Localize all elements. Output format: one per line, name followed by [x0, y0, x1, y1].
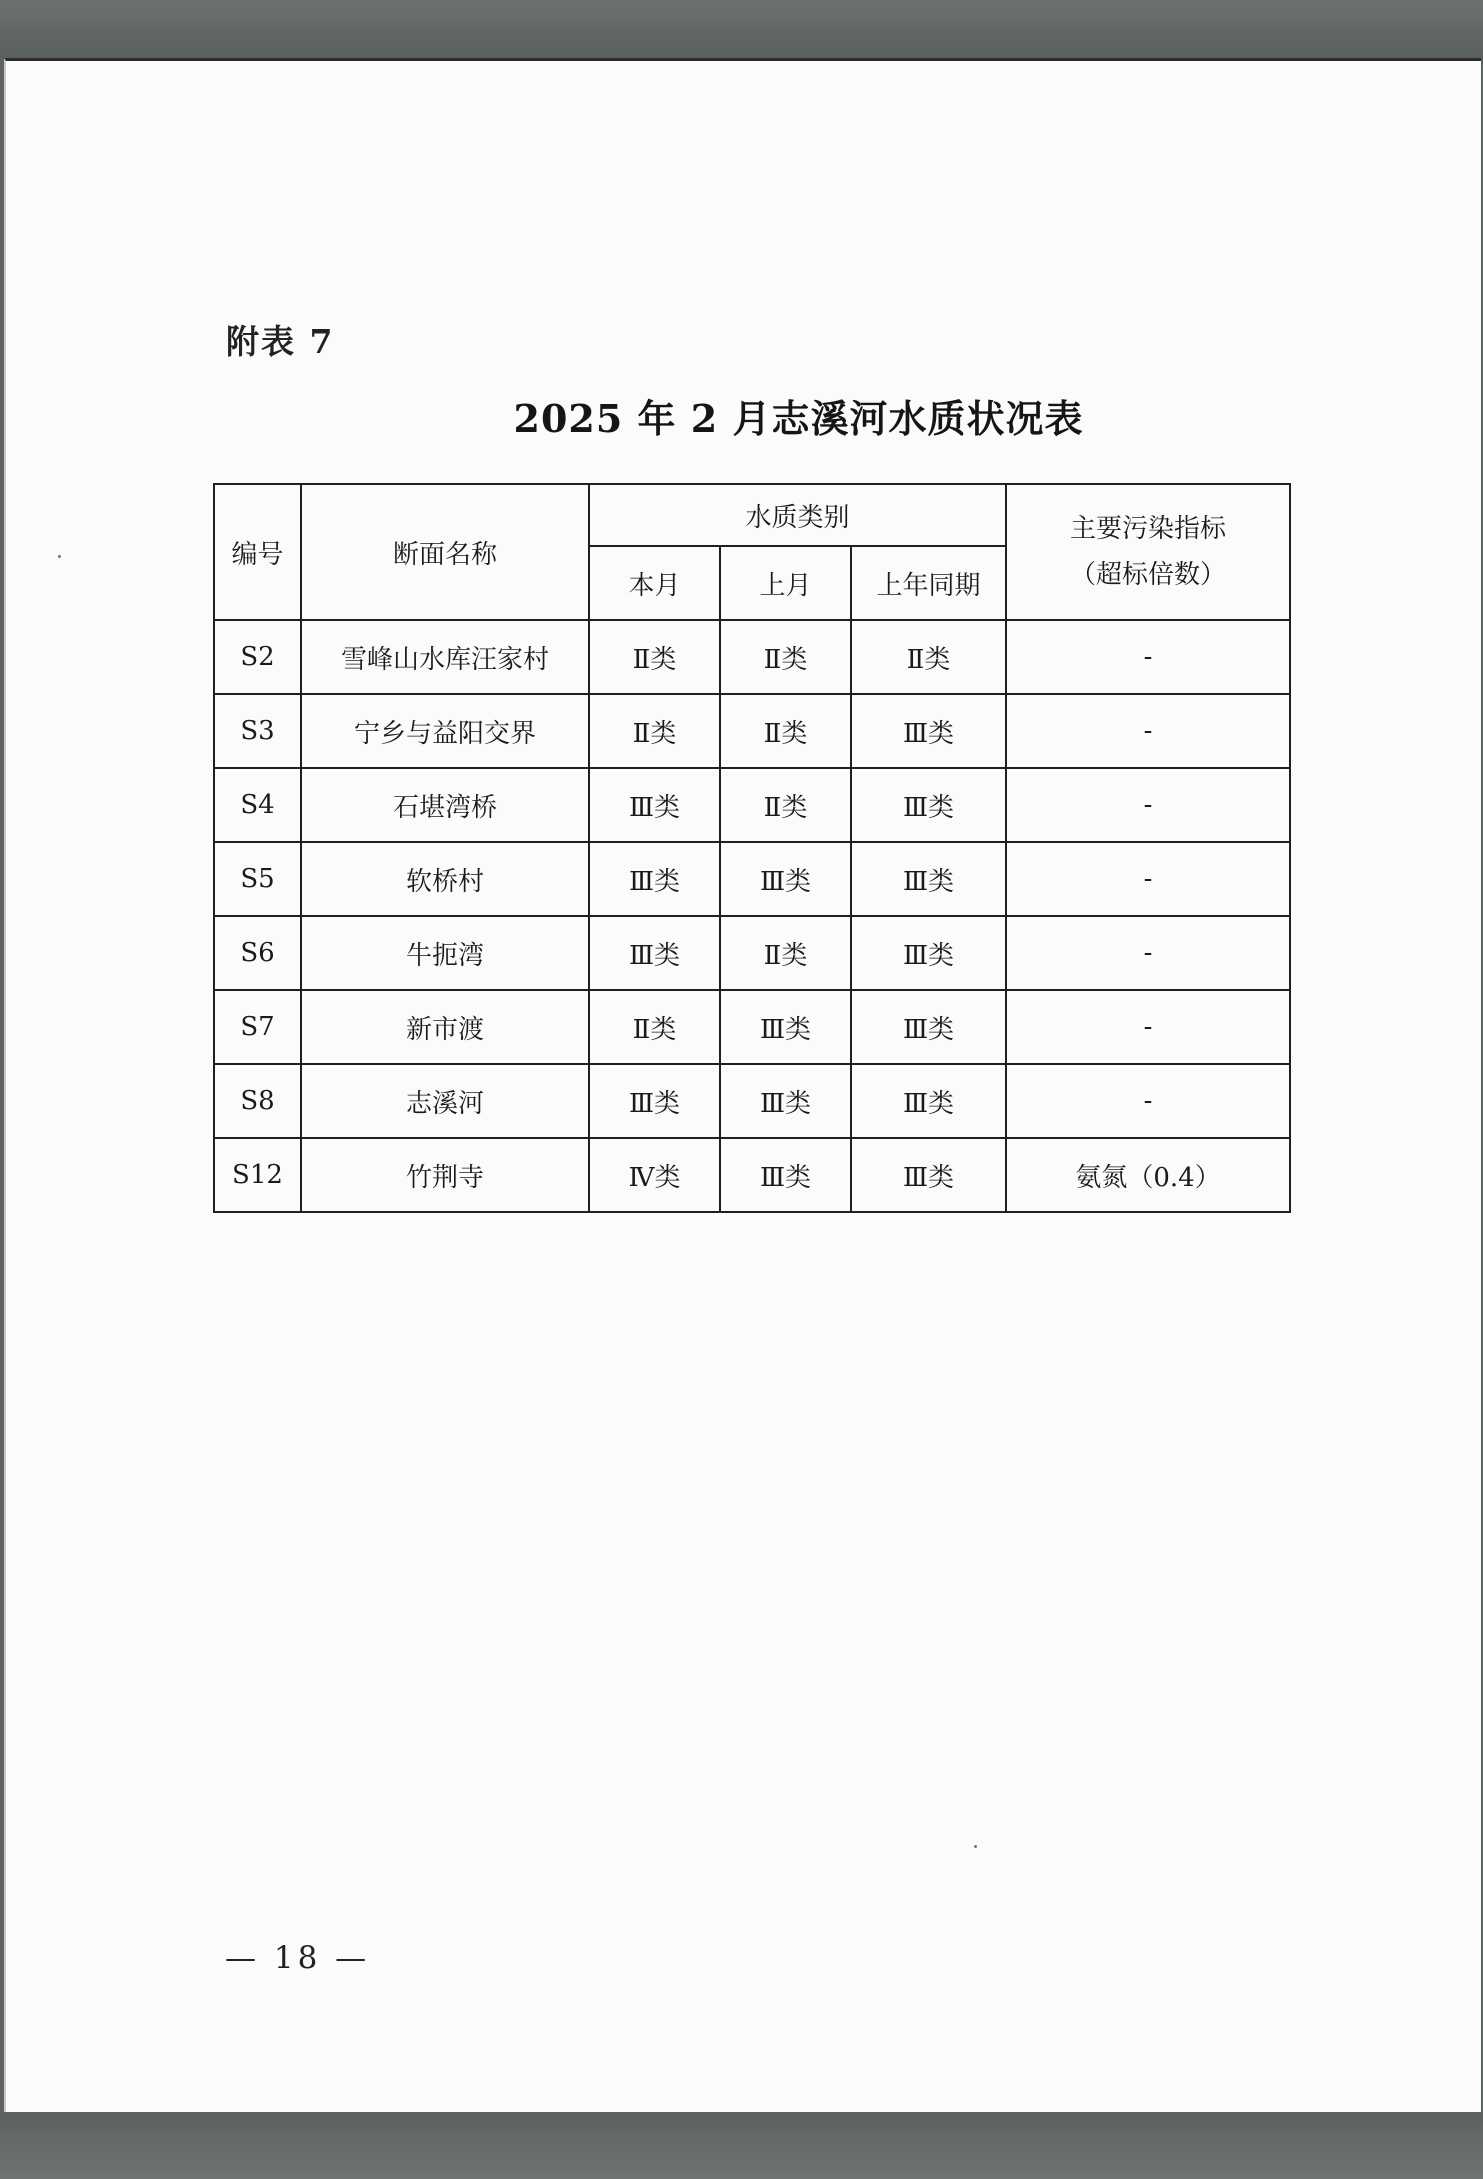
cell-section-name: 新市渡	[301, 990, 589, 1064]
cell-this-month: Ⅲ类	[589, 768, 720, 842]
header-last-month: 上月	[720, 546, 851, 620]
header-water-quality-class: 水质类别	[589, 484, 1006, 546]
header-main-pollutants-line1: 主要污染指标	[1070, 514, 1227, 544]
table-row	[214, 768, 1290, 842]
cell-id: S3	[214, 694, 301, 768]
header-main-pollutants-line2: （超标倍数）	[1070, 560, 1227, 590]
header-this-month: 本月	[589, 546, 720, 620]
cell-id: S8	[214, 1064, 301, 1138]
table-row	[214, 916, 1290, 990]
cell-section-name: 雪峰山水库汪家村	[301, 620, 589, 694]
cell-last-year: Ⅱ类	[851, 620, 1006, 694]
cell-last-month: Ⅲ类	[720, 1138, 851, 1212]
cell-section-name: 宁乡与益阳交界	[301, 694, 589, 768]
cell-section-name: 牛扼湾	[301, 916, 589, 990]
cell-pollutant: -	[1006, 990, 1290, 1064]
cell-last-year: Ⅲ类	[851, 990, 1006, 1064]
header-id: 编号	[214, 484, 301, 620]
table-row	[214, 1138, 1290, 1212]
table-row	[214, 842, 1290, 916]
cell-section-name: 志溪河	[301, 1064, 589, 1138]
cell-pollutant: -	[1006, 1064, 1290, 1138]
scan-speck	[58, 555, 61, 558]
cell-last-month: Ⅱ类	[720, 694, 851, 768]
cell-pollutant: -	[1006, 694, 1290, 768]
cell-last-month: Ⅱ类	[720, 620, 851, 694]
header-section-name: 断面名称	[301, 484, 589, 620]
table-row	[214, 1064, 1290, 1138]
cell-last-year: Ⅲ类	[851, 694, 1006, 768]
cell-section-name: 软桥村	[301, 842, 589, 916]
header-same-period-last-year: 上年同期	[851, 546, 1006, 620]
cell-last-month: Ⅲ类	[720, 1064, 851, 1138]
cell-last-month: Ⅲ类	[720, 990, 851, 1064]
water-quality-table	[213, 483, 1291, 1213]
cell-this-month: Ⅲ类	[589, 1064, 720, 1138]
cell-pollutant: -	[1006, 916, 1290, 990]
cell-last-year: Ⅲ类	[851, 916, 1006, 990]
cell-pollutant: -	[1006, 620, 1290, 694]
cell-id: S4	[214, 768, 301, 842]
cell-this-month: Ⅱ类	[589, 990, 720, 1064]
cell-id: S12	[214, 1138, 301, 1212]
cell-last-month: Ⅱ类	[720, 916, 851, 990]
header-main-pollutants	[1006, 484, 1290, 620]
appendix-label: 附表 7	[226, 322, 335, 361]
page-number: — 18 —	[225, 1940, 371, 1976]
cell-this-month: Ⅲ类	[589, 842, 720, 916]
cell-id: S2	[214, 620, 301, 694]
cell-id: S6	[214, 916, 301, 990]
cell-this-month: Ⅳ类	[589, 1138, 720, 1212]
cell-last-year: Ⅲ类	[851, 1138, 1006, 1212]
cell-this-month: Ⅱ类	[589, 620, 720, 694]
cell-pollutant: -	[1006, 768, 1290, 842]
cell-last-month: Ⅲ类	[720, 842, 851, 916]
scan-speck	[974, 1845, 977, 1848]
document-title: 2025 年 2 月志溪河水质状况表	[513, 396, 1084, 441]
cell-section-name: 石堪湾桥	[301, 768, 589, 842]
table-row	[214, 694, 1290, 768]
cell-id: S7	[214, 990, 301, 1064]
cell-last-month: Ⅱ类	[720, 768, 851, 842]
table-row	[214, 620, 1290, 694]
scan-bottom-border	[0, 2112, 1483, 2179]
table-row	[214, 990, 1290, 1064]
cell-last-year: Ⅲ类	[851, 1064, 1006, 1138]
cell-section-name: 竹荆寺	[301, 1138, 589, 1212]
cell-pollutant: 氨氮（0.4）	[1006, 1138, 1290, 1212]
cell-last-year: Ⅲ类	[851, 842, 1006, 916]
cell-last-year: Ⅲ类	[851, 768, 1006, 842]
cell-pollutant: -	[1006, 842, 1290, 916]
cell-this-month: Ⅲ类	[589, 916, 720, 990]
scan-top-border	[0, 0, 1483, 58]
cell-id: S5	[214, 842, 301, 916]
cell-this-month: Ⅱ类	[589, 694, 720, 768]
